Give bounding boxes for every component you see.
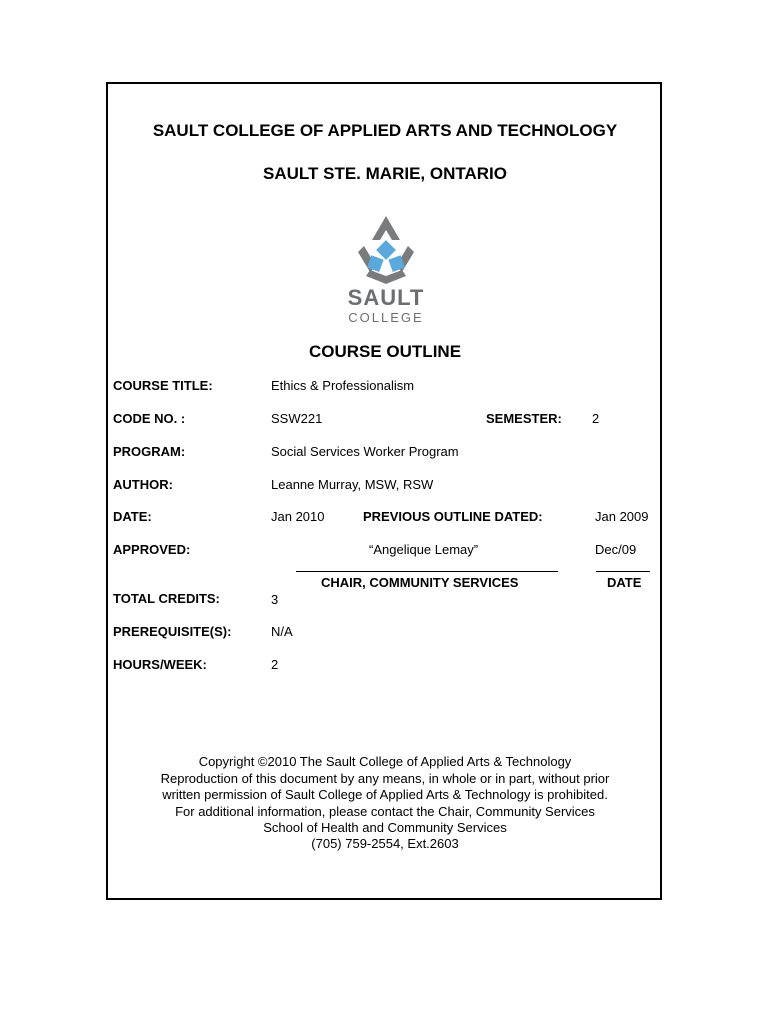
- chair-caption: CHAIR, COMMUNITY SERVICES: [321, 575, 519, 590]
- code-value: SSW221: [271, 411, 323, 426]
- approver-signature: “Angelique Lemay”: [369, 542, 479, 557]
- approved-label: APPROVED:: [113, 542, 191, 557]
- semester-label: SEMESTER:: [486, 411, 562, 426]
- reproduction-notice-2: written permission of Sault College of Applied Arts & Technology is prohibited.: [162, 787, 608, 802]
- approved-date: Dec/09: [595, 542, 637, 557]
- total-credits-value: 3: [271, 592, 279, 607]
- college-location: SAULT STE. MARIE, ONTARIO: [263, 164, 507, 183]
- prerequisites-label: PREREQUISITE(S):: [113, 624, 232, 639]
- prerequisites-value: N/A: [271, 624, 293, 639]
- semester-value: 2: [592, 411, 600, 426]
- previous-outline-date: Jan 2009: [595, 509, 649, 524]
- college-name: SAULT COLLEGE OF APPLIED ARTS AND TECHNOLOGY: [152, 121, 618, 140]
- program-label: PROGRAM:: [113, 444, 186, 459]
- contact-notice: For additional information, please contact the Chair, Community Services: [175, 804, 595, 819]
- program-value: Social Services Worker Program: [271, 444, 459, 459]
- total-credits-label: TOTAL CREDITS:: [113, 591, 220, 606]
- logo-text-college: COLLEGE: [348, 310, 424, 325]
- code-label: CODE NO. :: [113, 411, 186, 426]
- author-label: AUTHOR:: [113, 477, 173, 492]
- course-title-value: Ethics & Professionalism: [271, 378, 415, 393]
- school-name: School of Health and Community Services: [263, 820, 507, 835]
- previous-outline-label: PREVIOUS OUTLINE DATED:: [363, 509, 543, 524]
- date-value: Jan 2010: [271, 509, 325, 524]
- hours-value: 2: [271, 657, 279, 672]
- phone-number: (705) 759-2554, Ext.2603: [311, 836, 459, 851]
- reproduction-notice-1: Reproduction of this document by any means, in whole or in part, without prior: [160, 771, 610, 786]
- date-line: [596, 571, 650, 572]
- author-value: Leanne Murray, MSW, RSW: [271, 477, 434, 492]
- course-outline-heading: COURSE OUTLINE: [308, 342, 462, 361]
- date-label: DATE:: [113, 509, 152, 524]
- hours-label: HOURS/WEEK:: [113, 657, 207, 672]
- course-title-label: COURSE TITLE:: [113, 378, 213, 393]
- logo-text-sault: SAULT: [347, 285, 425, 310]
- signature-line: [296, 571, 558, 572]
- date-caption: DATE: [607, 575, 642, 590]
- copyright-notice: Copyright ©2010 The Sault College of Applied Arts & Technology: [198, 754, 572, 769]
